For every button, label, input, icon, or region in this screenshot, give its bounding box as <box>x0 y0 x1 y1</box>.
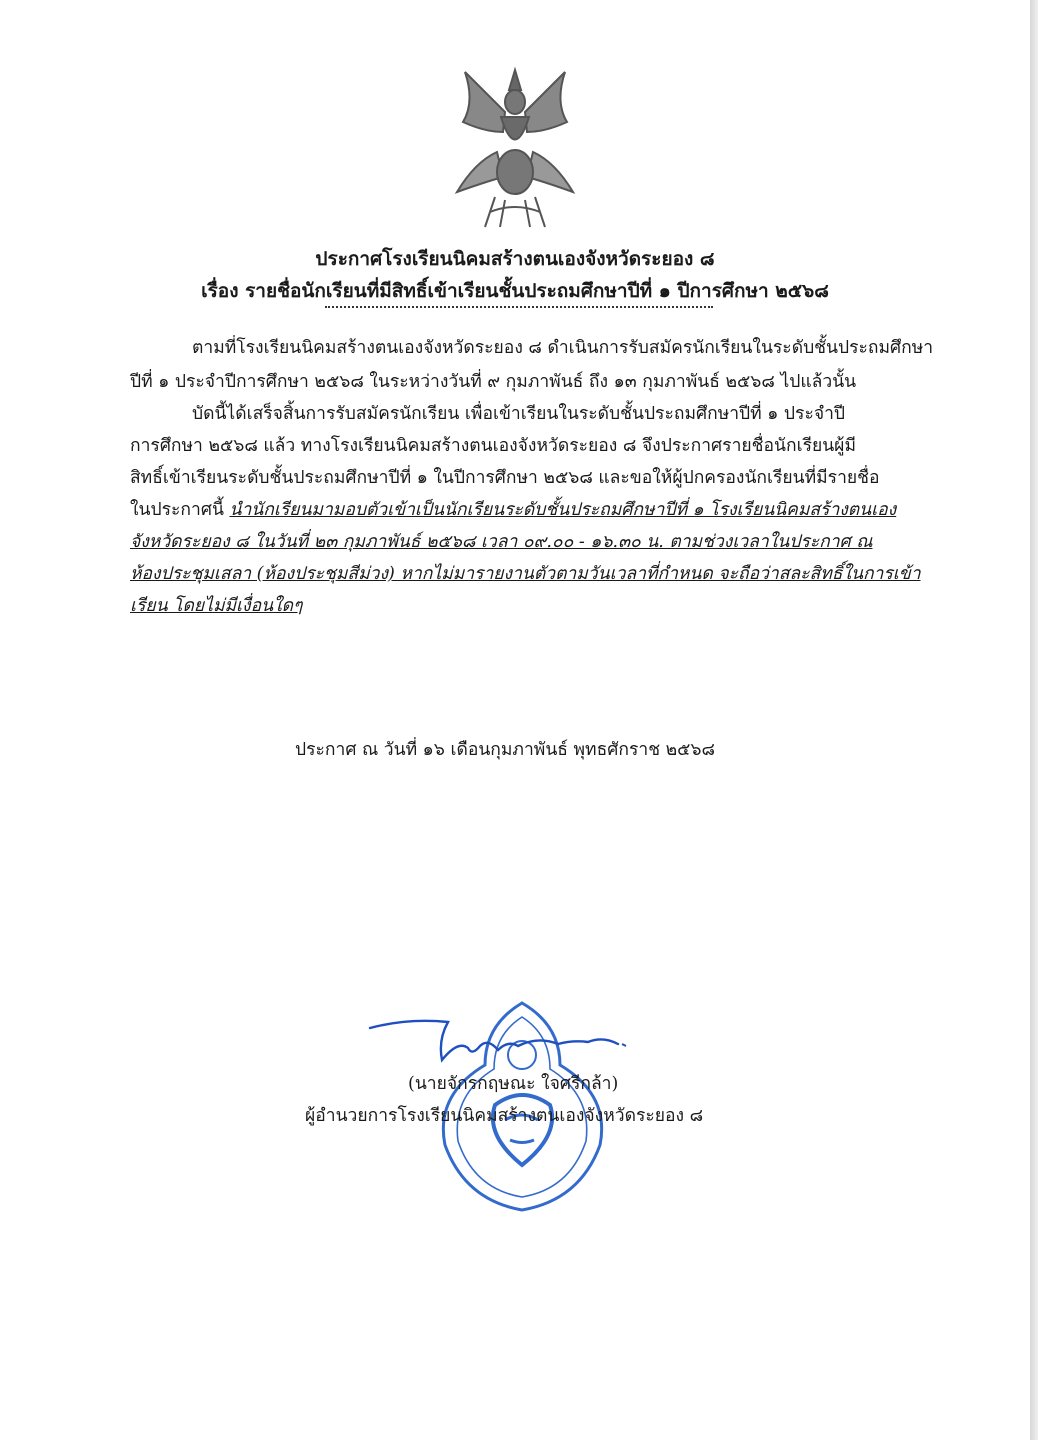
paragraph2-line6: ห้องประชุมเสลา (ห้องประชุมสีม่วง) หากไม่มารายงานตัวตามวันเวลาที่กำหนด จะถือว่าสละสิทธิ์ในการเข้า <box>130 564 921 584</box>
divider-dotted <box>325 306 713 308</box>
paragraph2-line1: บัดนี้ได้เสร็จสิ้นการรับสมัครนักเรียน เพื่อเข้าเรียนในระดับชั้นประถมศึกษาปีที่ ๑ ประจำปี <box>192 404 846 424</box>
page-edge <box>1030 0 1038 1440</box>
paragraph2-line3: สิทธิ์เข้าเรียนระดับชั้นประถมศึกษาปีที่ ๑ ในปีการศึกษา ๒๕๖๘ และขอให้ผู้ปกครองนักเรียนที่มีรายชื่อ <box>130 468 880 488</box>
paragraph2-line5: จังหวัดระยอง ๘ ในวันที่ ๒๓ กุมภาพันธ์ ๒๕๖๘ เวลา ๐๙.๐๐ - ๑๖.๓๐ น. ตามช่วงเวลาในประกาศ ณ <box>130 532 873 552</box>
paragraph2-line7: เรียน โดยไม่มีเงื่อนใดๆ <box>130 596 303 616</box>
announcement-title: ประกาศโรงเรียนนิคมสร้างตนเองจังหวัดระยอง ๘ <box>315 248 715 270</box>
paragraph2-line2: การศึกษา ๒๕๖๘ แล้ว ทางโรงเรียนนิคมสร้างตนเองจังหวัดระยอง ๘ จึงประกาศรายชื่อนักเรียนผู้มี <box>130 436 856 456</box>
paragraph1-line2: ปีที่ ๑ ประจำปีการศึกษา ๒๕๖๘ ในระหว่างวันที่ ๙ กุมภาพันธ์ ถึง ๑๓ กุมภาพันธ์ ๒๕๖๘ ไปแล้วนั้น <box>130 372 857 392</box>
announcement-subject: เรื่อง รายชื่อนักเรียนที่มีสิทธิ์เข้าเรียนชั้นประถมศึกษาปีที่ ๑ ปีการศึกษา ๒๕๖๘ <box>201 280 829 302</box>
signature <box>368 1010 638 1070</box>
signatory-name: (นายจักรกฤษณะ ใจศรีกล้า) <box>408 1074 619 1094</box>
garuda-emblem <box>445 62 585 232</box>
paragraph2-line4 <box>130 502 896 520</box>
paragraph2-line4-underlined: นำนักเรียนมามอบตัวเข้าเป็นนักเรียนระดับชั้นประถมศึกษาปีที่ ๑ โรงเรียนนิคมสร้างตนเอง <box>229 500 897 520</box>
paragraph1-line1: ตามที่โรงเรียนนิคมสร้างตนเองจังหวัดระยอง ๘ ดำเนินการรับสมัครนักเรียนในระดับชั้นประถมศึกษา <box>192 338 934 358</box>
announce-date: ประกาศ ณ วันที่ ๑๖ เดือนกุมภาพันธ์ พุทธศักราช ๒๕๖๘ <box>295 740 716 760</box>
paragraph2-line4-plain: ในประกาศนี้ <box>130 500 230 520</box>
signatory-position: ผู้อำนวยการโรงเรียนนิคมสร้างตนเองจังหวัดระยอง ๘ <box>305 1106 704 1126</box>
